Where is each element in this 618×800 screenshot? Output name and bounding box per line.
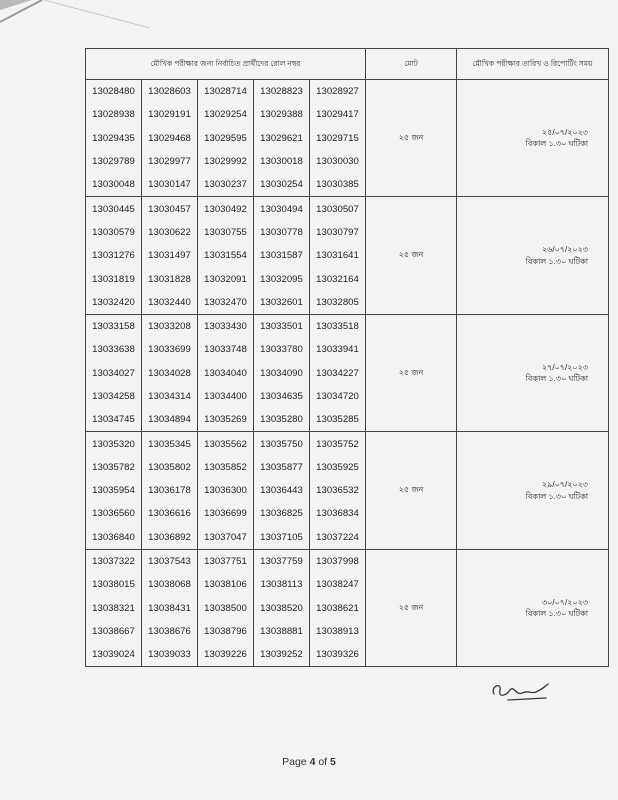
roll-number-cell: 13033638 bbox=[86, 338, 142, 361]
roll-number-cell: 13029388 bbox=[254, 103, 310, 126]
roll-number-cell: 13031828 bbox=[142, 267, 198, 290]
roll-number-cell: 13029595 bbox=[198, 127, 254, 150]
roll-number-cell: 13030778 bbox=[254, 221, 310, 244]
roll-number-cell: 13035285 bbox=[310, 408, 366, 432]
group-schedule bbox=[457, 197, 609, 314]
table-row bbox=[86, 549, 609, 573]
table-row bbox=[86, 80, 609, 104]
roll-number-cell: 13036300 bbox=[198, 479, 254, 502]
roll-number-cell: 13033501 bbox=[254, 314, 310, 338]
roll-number-cell: 13038068 bbox=[142, 573, 198, 596]
roll-number-cell: 13038431 bbox=[142, 597, 198, 620]
group-total: ২৫ জন bbox=[366, 314, 457, 431]
roll-number-cell: 13037751 bbox=[198, 549, 254, 573]
roll-number-cell: 13030445 bbox=[86, 197, 142, 221]
roll-number-cell: 13038500 bbox=[198, 597, 254, 620]
roll-number-cell: 13030254 bbox=[254, 173, 310, 197]
roll-number-cell: 13034894 bbox=[142, 408, 198, 432]
roll-number-cell: 13038015 bbox=[86, 573, 142, 596]
roll-number-cell: 13029435 bbox=[86, 127, 142, 150]
schedule-time: বিকাল ১.৩০ ঘটিকা bbox=[525, 609, 589, 619]
roll-number-cell: 13030385 bbox=[310, 173, 366, 197]
roll-number-cell: 13034028 bbox=[142, 362, 198, 385]
roll-number-cell: 13037998 bbox=[310, 549, 366, 573]
roll-number-cell: 13039024 bbox=[86, 643, 142, 667]
header-total: মোট bbox=[366, 49, 457, 80]
roll-number-cell: 13038621 bbox=[310, 597, 366, 620]
roll-number-cell: 13032601 bbox=[254, 291, 310, 315]
roll-number-cell: 13038667 bbox=[86, 620, 142, 643]
roll-number-cell: 13035750 bbox=[254, 432, 310, 456]
table-header-row bbox=[86, 49, 609, 80]
roll-number-cell: 13034227 bbox=[310, 362, 366, 385]
roll-number-cell: 13035752 bbox=[310, 432, 366, 456]
schedule-time: বিকাল ১.৩০ ঘটিকা bbox=[525, 256, 589, 266]
schedule-date: ৩০/০৭/২০২৩ bbox=[541, 597, 589, 607]
roll-number-cell: 13033208 bbox=[142, 314, 198, 338]
schedule-time: বিকাল ১.৩০ ঘটিকা bbox=[525, 491, 589, 501]
roll-number-cell: 13032164 bbox=[310, 267, 366, 290]
roll-number-cell: 13031819 bbox=[86, 267, 142, 290]
schedule-date: ২৫/০৭/২০২৩ bbox=[541, 127, 589, 137]
roll-number-cell: 13030579 bbox=[86, 221, 142, 244]
roll-number-cell: 13030797 bbox=[310, 221, 366, 244]
roll-number-cell: 13039326 bbox=[310, 643, 366, 667]
roll-number-cell: 13037224 bbox=[310, 526, 366, 550]
roll-number-cell: 13034027 bbox=[86, 362, 142, 385]
roll-number-cell: 13035925 bbox=[310, 456, 366, 479]
roll-number-cell: 13036560 bbox=[86, 502, 142, 525]
roll-number-cell: 13039226 bbox=[198, 643, 254, 667]
scan-corner-mark bbox=[0, 0, 160, 50]
roll-number-cell: 13036178 bbox=[142, 479, 198, 502]
roll-number-cell: 13030507 bbox=[310, 197, 366, 221]
roll-number-cell: 13029789 bbox=[86, 150, 142, 173]
roll-number-cell: 13032805 bbox=[310, 291, 366, 315]
roll-number-cell: 13028480 bbox=[86, 80, 142, 104]
roll-number-cell: 13032420 bbox=[86, 291, 142, 315]
roll-number-cell: 13029468 bbox=[142, 127, 198, 150]
roll-number-cell: 13029621 bbox=[254, 127, 310, 150]
roll-number-cell: 13038796 bbox=[198, 620, 254, 643]
roll-number-cell: 13036825 bbox=[254, 502, 310, 525]
roll-number-cell: 13033780 bbox=[254, 338, 310, 361]
roll-number-cell: 13038106 bbox=[198, 573, 254, 596]
roll-number-cell: 13031587 bbox=[254, 244, 310, 267]
roll-number-cell: 13029977 bbox=[142, 150, 198, 173]
roll-number-cell: 13035269 bbox=[198, 408, 254, 432]
roll-number-cell: 13036699 bbox=[198, 502, 254, 525]
roll-number-cell: 13034314 bbox=[142, 385, 198, 408]
roll-number-cell: 13030492 bbox=[198, 197, 254, 221]
roll-number-cell: 13039033 bbox=[142, 643, 198, 667]
roll-number-cell: 13037543 bbox=[142, 549, 198, 573]
schedule-date: ২৯/০৭/২০২৩ bbox=[541, 480, 589, 490]
header-schedule: মৌখিক পরীক্ষার তারিখ ও রিপোর্টিং সময় bbox=[457, 49, 609, 80]
roll-number-cell: 13038676 bbox=[142, 620, 198, 643]
roll-number-cell: 13033430 bbox=[198, 314, 254, 338]
roll-number-cell: 13034745 bbox=[86, 408, 142, 432]
roll-number-cell: 13035852 bbox=[198, 456, 254, 479]
table-body bbox=[86, 80, 609, 667]
group-schedule bbox=[457, 314, 609, 431]
roll-number-cell: 13034258 bbox=[86, 385, 142, 408]
roll-number-cell: 13038113 bbox=[254, 573, 310, 596]
roll-number-cell: 13035345 bbox=[142, 432, 198, 456]
roll-number-cell: 13029715 bbox=[310, 127, 366, 150]
roll-number-cell: 13032091 bbox=[198, 267, 254, 290]
signature bbox=[488, 676, 558, 706]
header-roll-numbers: মৌখিক পরীক্ষার জন্য নির্বাচিত প্রার্থীদের রোল নম্বর bbox=[86, 49, 366, 80]
schedule-date: ২৭/০৭/২০২৩ bbox=[541, 362, 589, 372]
roll-number-cell: 13033518 bbox=[310, 314, 366, 338]
roll-number-cell: 13028823 bbox=[254, 80, 310, 104]
roll-number-cell: 13032440 bbox=[142, 291, 198, 315]
roll-number-cell: 13037105 bbox=[254, 526, 310, 550]
group-schedule bbox=[457, 549, 609, 666]
page-total: 5 bbox=[330, 756, 336, 768]
roll-number-cell: 13035877 bbox=[254, 456, 310, 479]
table-row bbox=[86, 314, 609, 338]
roll-number-cell: 13029191 bbox=[142, 103, 198, 126]
roll-number-cell: 13030755 bbox=[198, 221, 254, 244]
roll-number-cell: 13037322 bbox=[86, 549, 142, 573]
group-total: ২৫ জন bbox=[366, 432, 457, 549]
roll-number-cell: 13028927 bbox=[310, 80, 366, 104]
roll-number-cell: 13032470 bbox=[198, 291, 254, 315]
roll-number-cell: 13028603 bbox=[142, 80, 198, 104]
roll-number-cell: 13033158 bbox=[86, 314, 142, 338]
page-mid: of bbox=[315, 756, 331, 768]
roll-number-cell: 13036616 bbox=[142, 502, 198, 525]
roll-number-cell: 13034090 bbox=[254, 362, 310, 385]
roll-number-cell: 13029992 bbox=[198, 150, 254, 173]
roll-number-cell: 13034720 bbox=[310, 385, 366, 408]
roll-number-cell: 13034400 bbox=[198, 385, 254, 408]
schedule-time: বিকাল ১.৩০ ঘটিকা bbox=[525, 139, 589, 149]
roll-number-cell: 13036532 bbox=[310, 479, 366, 502]
roll-number-cell: 13028714 bbox=[198, 80, 254, 104]
roll-number-cell: 13037047 bbox=[198, 526, 254, 550]
roll-number-cell: 13030622 bbox=[142, 221, 198, 244]
roll-number-cell: 13035280 bbox=[254, 408, 310, 432]
roll-number-cell: 13031497 bbox=[142, 244, 198, 267]
group-total: ২৫ জন bbox=[366, 197, 457, 314]
roll-number-cell: 13029417 bbox=[310, 103, 366, 126]
page-prefix: Page bbox=[282, 756, 310, 768]
roll-number-cell: 13035562 bbox=[198, 432, 254, 456]
page-number bbox=[0, 756, 618, 768]
roll-number-cell: 13036892 bbox=[142, 526, 198, 550]
roll-number-cell: 13031554 bbox=[198, 244, 254, 267]
roll-number-cell: 13038247 bbox=[310, 573, 366, 596]
roll-number-cell: 13030030 bbox=[310, 150, 366, 173]
roll-number-cell: 13030237 bbox=[198, 173, 254, 197]
roll-number-cell: 13034635 bbox=[254, 385, 310, 408]
group-total: ২৫ জন bbox=[366, 549, 457, 666]
roll-number-cell: 13035954 bbox=[86, 479, 142, 502]
table-row bbox=[86, 432, 609, 456]
page-current: 4 bbox=[309, 756, 316, 768]
roll-number-cell: 13031641 bbox=[310, 244, 366, 267]
schedule-time: বিকাল ১.৩০ ঘটিকা bbox=[525, 374, 589, 384]
roll-number-cell: 13036834 bbox=[310, 502, 366, 525]
roll-number-cell: 13033699 bbox=[142, 338, 198, 361]
roll-number-cell: 13033941 bbox=[310, 338, 366, 361]
roll-number-cell: 13039252 bbox=[254, 643, 310, 667]
schedule-date: ২৬/০৭/২০২৩ bbox=[541, 245, 589, 255]
roll-number-cell: 13028938 bbox=[86, 103, 142, 126]
roll-number-cell: 13036443 bbox=[254, 479, 310, 502]
roll-number-cell: 13029254 bbox=[198, 103, 254, 126]
roll-number-cell: 13033748 bbox=[198, 338, 254, 361]
roll-number-cell: 13030048 bbox=[86, 173, 142, 197]
roll-number-cell: 13030494 bbox=[254, 197, 310, 221]
table-row bbox=[86, 197, 609, 221]
roll-number-cell: 13030457 bbox=[142, 197, 198, 221]
roll-number-cell: 13030147 bbox=[142, 173, 198, 197]
roll-number-cell: 13035782 bbox=[86, 456, 142, 479]
roll-number-cell: 13037759 bbox=[254, 549, 310, 573]
roll-number-cell: 13030018 bbox=[254, 150, 310, 173]
roll-number-cell: 13036840 bbox=[86, 526, 142, 550]
group-schedule bbox=[457, 432, 609, 549]
roll-number-cell: 13038520 bbox=[254, 597, 310, 620]
roll-number-cell: 13031276 bbox=[86, 244, 142, 267]
group-schedule bbox=[457, 80, 609, 197]
roll-number-cell: 13034040 bbox=[198, 362, 254, 385]
roll-number-cell: 13035320 bbox=[86, 432, 142, 456]
roll-number-cell: 13032095 bbox=[254, 267, 310, 290]
group-total: ২৫ জন bbox=[366, 80, 457, 197]
roll-number-cell: 13038881 bbox=[254, 620, 310, 643]
roll-number-cell: 13038321 bbox=[86, 597, 142, 620]
roll-number-table bbox=[85, 48, 609, 667]
roll-number-cell: 13035802 bbox=[142, 456, 198, 479]
roll-number-cell: 13038913 bbox=[310, 620, 366, 643]
